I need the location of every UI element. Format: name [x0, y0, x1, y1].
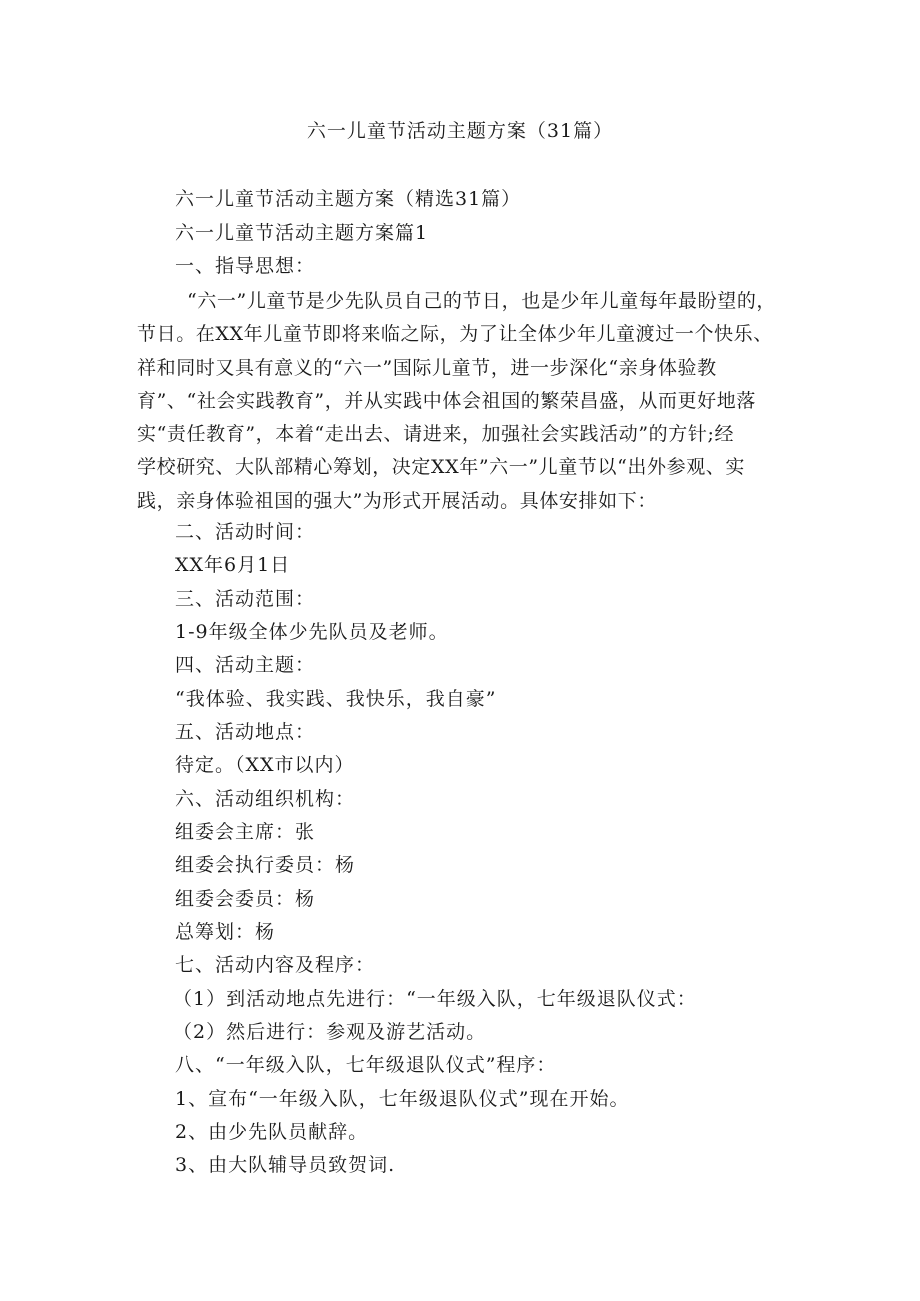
- section-title-scope: 三、活动范围：: [175, 588, 316, 610]
- activity-date: XX年6月1日: [175, 554, 291, 576]
- paragraph-line: 实“责任教育”，本着“走出去、请进来，加强社会实践活动”的方针;经: [137, 423, 735, 446]
- section-title-ceremony: 八、“一年级入队，七年级退队仪式”程序：: [175, 1054, 557, 1076]
- content-step-1: （1）到活动地点先进行：“一年级入队，七年级退队仪式：: [173, 988, 697, 1010]
- org-chief-planner: 总筹划：杨: [175, 921, 276, 943]
- document-title: 六一儿童节活动主题方案（31篇）: [306, 120, 614, 142]
- section-title-theme: 四、活动主题：: [175, 654, 316, 676]
- org-member: 组委会委员：杨: [175, 888, 316, 910]
- section-title-organization: 六、活动组织机构：: [175, 788, 356, 810]
- document-subtitle: 六一儿童节活动主题方案（精选31篇）: [175, 188, 522, 210]
- section-heading: 六一儿童节活动主题方案篇1: [175, 222, 429, 244]
- activity-location: 待定。（XX市以内）: [175, 754, 355, 776]
- ceremony-step-3: 3、由大队辅导员致贺词.: [175, 1154, 396, 1176]
- paragraph-line: 践，亲身体验祖国的强大”为形式开展活动。具体安排如下：: [137, 489, 657, 512]
- activity-scope: 1-9年级全体少先队员及老师。: [175, 621, 449, 643]
- org-chairman: 组委会主席：张: [175, 821, 316, 843]
- content-step-2: （2）然后进行：参观及游艺活动。: [173, 1021, 487, 1043]
- guiding-thought-paragraph: [137, 285, 797, 518]
- ceremony-step-1: 1、宣布“一年级入队，七年级退队仪式”现在开始。: [175, 1088, 630, 1110]
- org-executive-member: 组委会执行委员：杨: [175, 854, 356, 876]
- paragraph-line: 育”、“社会实践教育”，并从实践中体会祖国的繁荣昌盛，从而更好地落: [137, 389, 756, 412]
- paragraph-line: 祥和同时又具有意义的“六一”国际儿童节，进一步深化“亲身体验教: [137, 356, 717, 379]
- paragraph-line: 节日。在XX年儿童节即将来临之际，为了让全体少年儿童渡过一个快乐、: [137, 323, 773, 346]
- section-title-guiding-thought: 一、指导思想：: [175, 255, 316, 277]
- paragraph-line: 学校研究、大队部精心筹划，决定XX年”六一”儿童节以“出外参观、实: [137, 456, 745, 479]
- activity-theme: “我体验、我实践、我快乐，我自豪”: [175, 688, 497, 710]
- section-title-time: 二、活动时间：: [175, 521, 316, 543]
- paragraph-line: “六一”儿童节是少先队员自己的节日，也是少年儿童每年最盼望的，: [187, 290, 777, 312]
- ceremony-step-2: 2、由少先队员献辞。: [175, 1121, 369, 1143]
- section-title-location: 五、活动地点：: [175, 721, 316, 743]
- section-title-content: 七、活动内容及程序：: [175, 954, 376, 976]
